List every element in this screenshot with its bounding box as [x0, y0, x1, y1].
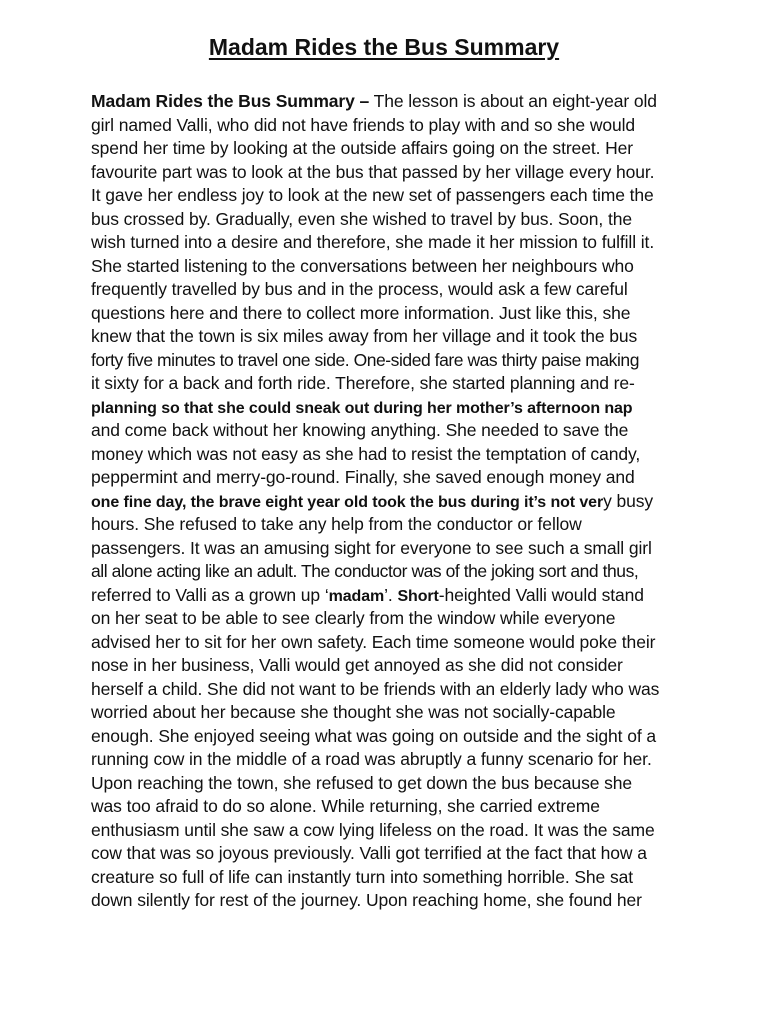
bold-span: Short — [397, 587, 439, 605]
text-line: advised her to sit for her own safety. Each time someone would poke their — [91, 631, 656, 652]
text-line: enthusiasm until she saw a cow lying lifeless on the road. It was the same — [91, 819, 655, 840]
summary-paragraph — [91, 90, 691, 913]
text-line: girl named Valli, who did not have friends to play with and so she would — [91, 114, 636, 135]
text-line: herself a child. She did not want to be friends with an elderly lady who was — [91, 678, 660, 699]
text-line: passengers. It was an amusing sight for everyone to see such a small girl — [91, 537, 652, 558]
text-line: running cow in the middle of a road was abruptly a funny scenario for her. — [91, 749, 652, 769]
text-line: money which was not easy as she had to resist the temptation of candy, — [91, 443, 641, 464]
text-line: on her seat to be able to see clearly from the window while everyone — [91, 608, 616, 628]
text-line: spend her time by looking at the outside affairs going on the street. Her — [91, 138, 634, 158]
text-line: down silently for rest of the journey. Upon reaching home, she found her — [91, 890, 642, 910]
text-line — [91, 584, 691, 608]
text-line: worried about her because she thought she was not socially-capable — [91, 702, 616, 722]
line-text: y busy — [603, 490, 654, 511]
text-line — [91, 90, 691, 114]
text-line: knew that the town is six miles away from her village and it took the bus — [91, 326, 638, 346]
text-line: enough. She enjoyed seeing what was going on outside and the sight of a — [91, 725, 656, 746]
bold-span: planning so that she could sneak out during her mother’s afternoon nap — [91, 399, 633, 417]
text-line: peppermint and merry-go-round. Finally, she saved enough money and — [91, 467, 635, 487]
text-line: questions here and there to collect more information. Just like this, she — [91, 302, 631, 323]
text-line: and come back without her knowing anything. She needed to save the — [91, 420, 629, 440]
text-line: Upon reaching the town, she refused to get down the bus because she — [91, 772, 633, 793]
line-text: ’. — [384, 584, 398, 605]
text-line: cow that was so joyous previously. Valli got terrified at the fact that how a — [91, 843, 647, 863]
text-line: It gave her endless joy to look at the new set of passengers each time the — [91, 185, 654, 205]
text-line: creature so full of life can instantly turn into something horrible. She sat — [91, 866, 633, 887]
text-line: bus crossed by. Gradually, even she wished to travel by bus. Soon, the — [91, 208, 632, 229]
text-line: forty five minutes to travel one side. One-sided fare was thirty paise making — [91, 349, 639, 370]
text-line: it sixty for a back and forth ride. Therefore, she started planning and re- — [91, 373, 635, 393]
text-line — [91, 396, 691, 420]
line-text: -heighted Valli would stand — [438, 584, 644, 605]
text-line: frequently travelled by bus and in the process, would ask a few careful — [91, 279, 628, 299]
text-line: was too afraid to do so alone. While returning, she carried extreme — [91, 796, 600, 816]
text-line: She started listening to the conversations between her neighbours who — [91, 255, 634, 276]
text-line: favourite part was to look at the bus that passed by her village every hour. — [91, 161, 655, 182]
text-line: hours. She refused to take any help from the conductor or fellow — [91, 514, 582, 534]
text-line: wish turned into a desire and therefore, she made it her mission to fulfill it. — [91, 232, 655, 252]
line-text: referred to Valli as a grown up ‘ — [91, 584, 329, 605]
page-title: Madam Rides the Bus Summary — [208, 34, 560, 60]
text-line: nose in her business, Valli would get annoyed as she did not consider — [91, 655, 623, 675]
text-line: all alone acting like an adult. The conductor was of the joking sort and thus, — [91, 561, 639, 581]
text-line — [91, 490, 691, 514]
line-text: The lesson is about an eight-year old — [369, 91, 657, 111]
bold-span: one fine day, the brave eight year old took the bus during it’s not ver — [91, 493, 604, 511]
lead-heading: Madam Rides the Bus Summary – — [91, 91, 370, 111]
bold-span: madam — [328, 587, 385, 605]
